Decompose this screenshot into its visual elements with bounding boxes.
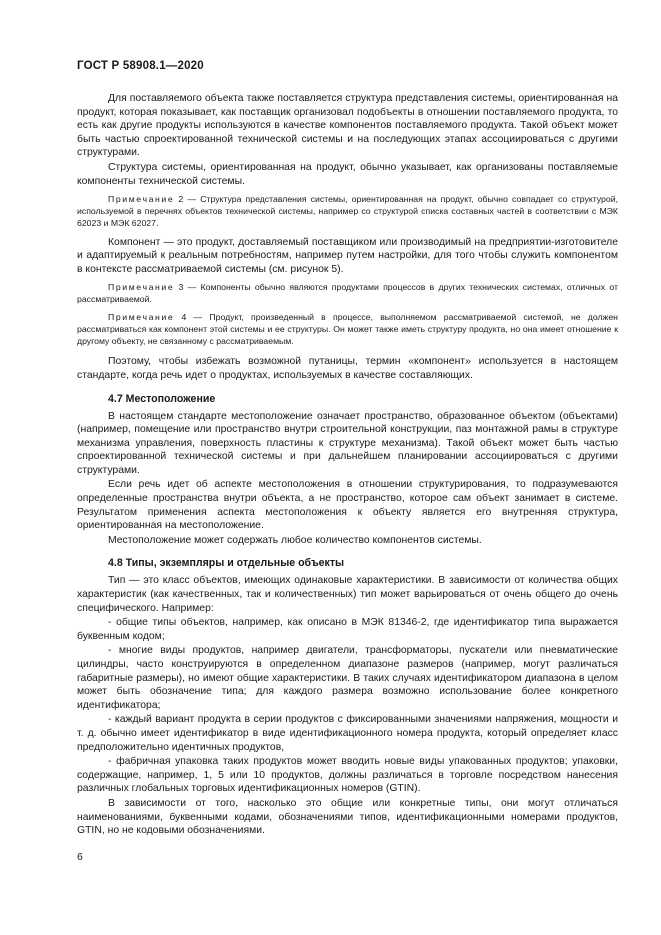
note-text: 4 — Продукт, произведенный в процессе, выполняемом рассматриваемой системой, не должен рассматриваться как компонент этой системы и ее структуры. Он может также иметь структуру продукта, но она имеет отношение к другому объекту, не связанному с рассматриваемым. bbox=[77, 311, 618, 346]
section-heading-4-7: 4.7 Местоположение bbox=[108, 392, 216, 405]
note-text: 3 — Компоненты обычно являются продуктами процессов в других технических системах, отличных от рассматриваемой. bbox=[77, 282, 618, 305]
page-number: 6 bbox=[77, 851, 83, 863]
note-label: Примечание bbox=[108, 194, 175, 205]
list-item: - общие типы объектов, например, как описано в МЭК 81346-2, где идентификатор типа выражается буквенным кодом; bbox=[77, 617, 618, 642]
paragraph: В зависимости от того, насколько это общие или конкретные типы, они могут отличаться наименованиями, буквенными кодами, обозначениями типов, идентификационными номерами продуктов, GTIN, но не кодовыми обозначениями. bbox=[77, 797, 618, 837]
paragraph: Тип — это класс объектов, имеющих одинаковые характеристики. В зависимости от количества общих характеристик (как качественных, так и количественных) тип может варьироваться от очень общего до очень специфического. Например: bbox=[77, 575, 618, 614]
page-content bbox=[77, 92, 618, 839]
note-label: Примечание bbox=[108, 311, 175, 322]
list-item: - фабричная упаковка таких продуктов может вводить новые виды упакованных продуктов; упаковки, содержащие, например, 1, 5 или 10 продуктов, должны различаться в торговле посредством нанесения различных глобальных торговых идентификационных номеров (GTIN). bbox=[77, 756, 618, 795]
note-3 bbox=[77, 282, 618, 306]
note-text: 2 — Структура представления системы, ориентированная на продукт, обычно совпадает со структурой, используемой в перечнях объектов технической системы, например со структурой списка составных частей в соответствии с МЭК 62023 и МЭК 62027. bbox=[77, 194, 618, 228]
note-label: Примечание bbox=[108, 282, 175, 293]
list-item: - каждый вариант продукта в серии продуктов с фиксированными значениями напряжения, мощности и т. д. обычно имеет идентификатор в виде идентификационного номера продукта, который определяет класс предположительно идентичных продуктов, bbox=[77, 714, 618, 753]
paragraph: Компонент — это продукт, доставляемый поставщиком или производимый на предприятии-изготовителе и адаптируемый к реальным потребностям, например путем настройки, для того чтобы служить компонентом в контексте рассматриваемой системы (см. рисунок 5). bbox=[77, 236, 618, 275]
paragraph: Если речь идет об аспекте местоположения в отношении структурирования, то подразумеваются определенные пространства внутри объекта, а не пространство, которое сам объект занимает в системе. Результатом применения аспекта местоположения к объекту является его внутренняя структура, ориентированная на местоположение. bbox=[77, 479, 618, 532]
paragraph: Местоположение может содержать любое количество компонентов системы. bbox=[108, 534, 482, 546]
note-2 bbox=[77, 194, 618, 229]
document-header: ГОСТ Р 58908.1—2020 bbox=[77, 60, 204, 72]
section-heading-4-8: 4.8 Типы, экземпляры и отдельные объекты bbox=[108, 557, 345, 570]
note-4 bbox=[77, 312, 618, 347]
paragraph: Для поставляемого объекта также поставляется структура представления системы, ориентированная на продукт, которая показывает, как поставщик организовал подобъекты в отношении поставляемого продукта, то есть как другие продукты используются в качестве компонентов поставляемого продукта. Такой объект может быть частью спроектированной технической системы и на последующих этапах ассоциироваться с другими структурами. bbox=[77, 93, 618, 159]
paragraph: Структура системы, ориентированная на продукт, обычно указывает, как организованы поставляемые компоненты технической системы. bbox=[77, 161, 618, 187]
list-item: - многие виды продуктов, например двигатели, трансформаторы, пускатели или пневматические цилиндры, часто конструируются в определенном диапазоне размеров (например, могут различаться габаритные размеры), но имеют общие характеристики. В таких случаях идентификатором диапазона в целом может быть обозначение типа; для каждого размера возможно использование более конкретного идентификатора; bbox=[77, 645, 618, 711]
paragraph: Поэтому, чтобы избежать возможной путаницы, термин «компонент» используется в настоящем стандарте, когда речь идет о продуктах, используемых в качестве составляющих. bbox=[77, 356, 618, 381]
paragraph: В настоящем стандарте местоположение означает пространство, образованное объектом (объектами) (например, помещение или пространство внутри строительной конструкции, паз монтажной рамы в структуре механизма управления, поверхность пластины к структуре механизма). Такой объект может быть частью спроектированной технической системы и при дальнейшем планировании ассоциироваться с другими структурами. bbox=[77, 410, 618, 476]
